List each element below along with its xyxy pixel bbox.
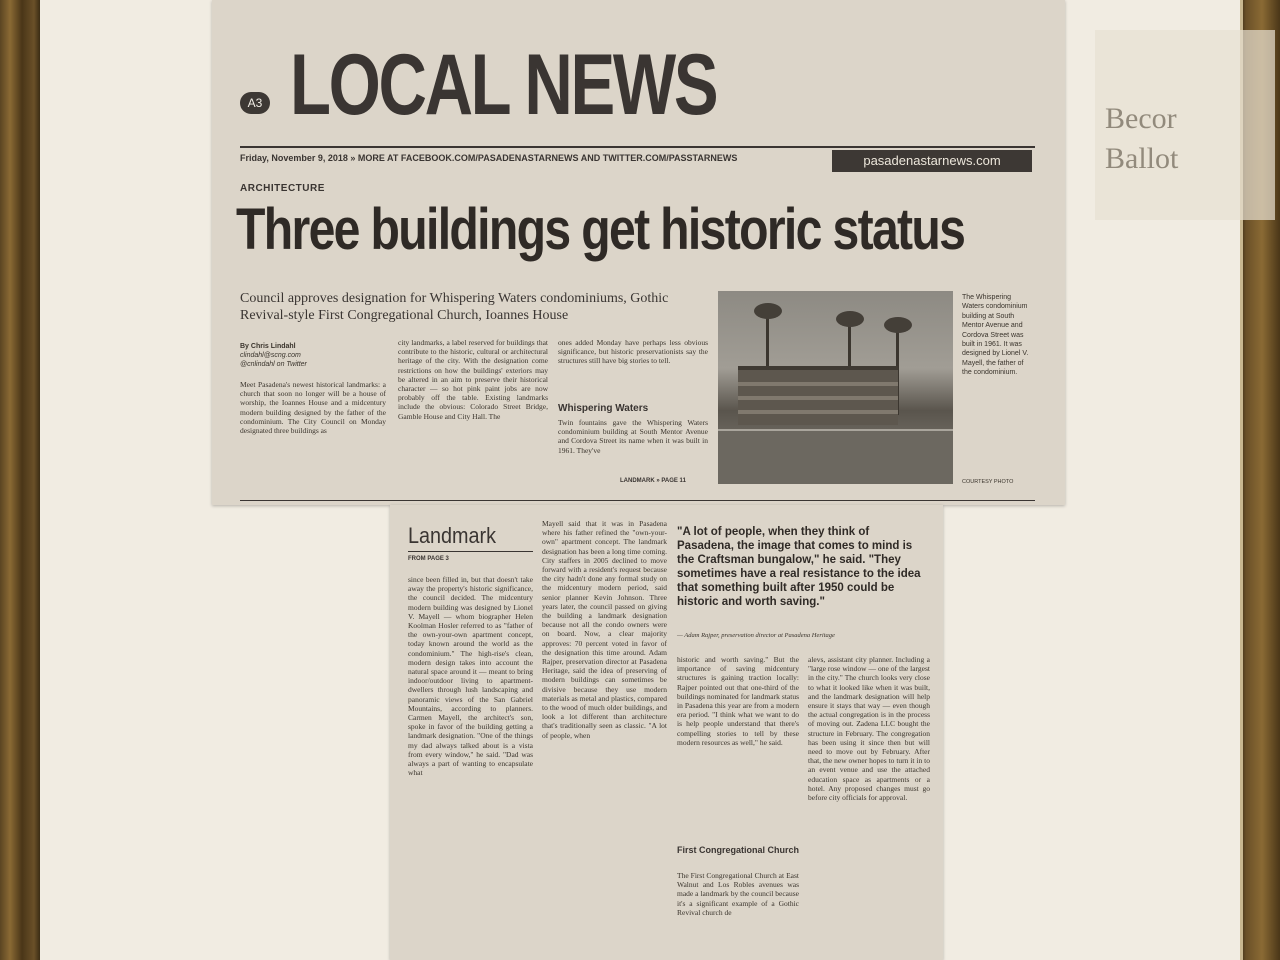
- background-clipping: [1095, 30, 1275, 220]
- continuation-heading: Landmark: [408, 523, 497, 548]
- deck: Council approves designation for Whispering Waters condominiums, Gothic Revival-style First Congregational Church, Ioannes House: [240, 291, 669, 323]
- continuation-column-4: alevs, assistant city planner. Including a "large rose window — one of the largest in the city." The church looks very close to what it looked like when it was built, and the landmark designation will help ensure it stays that way — even though the actual congregation is in the process of moving out. Zadena LLC bought the structure in February. The congregation has been using it since then but will need to move out by February. After that, the new owner hopes to turn it in to an event venue and use the attached education space as apartments or a hotel. Any proposed changes must go before city officials for approval.: [808, 655, 930, 803]
- section-title: LOCAL NEWS: [290, 37, 717, 133]
- photo-credit: COURTESY PHOTO: [962, 479, 1014, 485]
- byline-email: clindahl@scng.com: [240, 352, 301, 359]
- continuation-clipping: [390, 505, 943, 960]
- street: [718, 431, 953, 484]
- top-clipping: [212, 0, 1065, 505]
- header-rule: [240, 146, 1035, 148]
- subhead-first-congregational: First Congregational Church: [677, 845, 800, 855]
- article-column-2: city landmarks, a label reserved for buildings that contribute to the historic, cultural or architectural heritage of the city. With the designation come restrictions on how the buildings' exteriors may be altered in an aim to preserve their historical character — so hot pink paint jobs are now probably off the table. Existing landmarks include the obvious: Colorado Street Bridge, Gamble House and City Hall. The: [398, 338, 548, 421]
- photo-caption: The Whispering Waters condominium building at South Mentor Avenue and Cordova Street was built in 1961. It was designed by Lionel V. Mayell, the father of the condominium.: [962, 294, 1029, 377]
- article-column-3b: Twin fountains gave the Whispering Waters condominium building at South Mentor Avenue and Cordova Street its name when it was built in 1961. They've: [558, 418, 708, 455]
- bottom-rule: [240, 500, 1035, 501]
- faded-text-2: Ballot: [1105, 142, 1179, 175]
- website-banner: pasadenastarnews.com: [832, 150, 1032, 172]
- condominium-building: [738, 366, 898, 425]
- article-column-1: Meet Pasadena's newest historical landmarks: a church that soon no longer will be a house of worship, the Ioannes House and a midcentury modern building designed by the father of the condominium. The City Council on Monday designated three buildings as: [240, 380, 386, 436]
- headline: Three buildings get historic status: [236, 197, 965, 262]
- byline: [240, 342, 307, 369]
- frame-mat: [40, 0, 1243, 960]
- palm-frond: [884, 317, 912, 333]
- continuation-column-3b: The First Congregational Church at East Walnut and Los Robles avenues was made a landmark by the council because it's a significant example of a Gothic Revival church de: [677, 871, 799, 917]
- heading-rule: [408, 551, 533, 552]
- pull-quote-attribution: — Adam Rajper, preservation director at Pasadena Heritage: [677, 632, 835, 639]
- jump-line: LANDMARK » PAGE 11: [620, 478, 686, 484]
- byline-name: By Chris Lindahl: [240, 343, 296, 350]
- continuation-column-2: Mayell said that it was in Pasadena where his father refined the "own-your-own" apartment concept. The landmark designation has been a long time coming. City staffers in 2005 declined to move forward with a resident's request because the city hadn't done any formal study on the midcentury modern period, said senior planner Kevin Johnson. Three years later, the council passed on giving the building a landmark designation because not all the condo owners were on board. Now, a clear majority approves: 70 percent voted in favor of the designation this time around. Adam Rajper, preservation director at Pasadena Heritage, said the idea of preserving of modern buildings can sometimes be divisive because they use modern materials as metal and plastics, compared to the wood of much older buildings, and look a lot different than architecture that's traditionally seen as classic. "A lot of people, when: [542, 519, 667, 740]
- subhead-whispering-waters: Whispering Waters: [558, 403, 649, 414]
- byline-twitter: @cnlindahl on Twitter: [240, 361, 307, 368]
- continuation-column-1: since been filled in, but that doesn't take away the property's historic significance, the council decided. The midcentury modern building was designed by Lionel V. Mayell — whom biographer Helen Koolman Hosler referred to as "father of the own-your-own apartment concept, today known around the world as the condominium." The high-rise's clean, modern design takes into account the natural space around it — meant to bring indoor/outdoor living to apartment-dwellers through lush landscaping and panoramic views of the San Gabriel Mountains, according to planners. Carmen Mayell, the architect's son, spoke in favor of the building getting a landmark designation. "One of the things my dad always talked about is a vista from every window," he said. "Dad was always a part of wanting to encapsulate what: [408, 575, 533, 778]
- article-column-3: ones added Monday have perhaps less obvious significance, but historic preservationists say the structures still have big stories to tell.: [558, 338, 708, 366]
- palm-frond: [836, 311, 864, 327]
- section-kicker: ARCHITECTURE: [240, 183, 325, 194]
- palm-frond: [754, 303, 782, 319]
- date-line: Friday, November 9, 2018 » MORE AT FACEBOOK.COM/PASADENASTARNEWS AND TWITTER.COM/PASSTARNEWS: [240, 153, 738, 163]
- page-badge: A3: [240, 92, 270, 114]
- continuation-column-3: historic and worth saving." But the importance of saving midcentury structures is gaining traction locally: Rajper pointed out that one-third of the buildings nominated for landmark status in Pasadena this year are from a modern era period. "I think what we want to do is help people understand that there's compelling stories to tell by these modern resources as well," he said.: [677, 655, 799, 747]
- faded-text-1: Becor: [1105, 102, 1177, 135]
- pull-quote: "A lot of people, when they think of Pasadena, the image that comes to mind is the Craftsman bungalow," he said. "They sometimes have a real resistance to the idea that something built after 1950 could be historic and worth saving.": [677, 526, 921, 608]
- from-page: FROM PAGE 3: [408, 556, 449, 562]
- building-photo: [718, 291, 953, 484]
